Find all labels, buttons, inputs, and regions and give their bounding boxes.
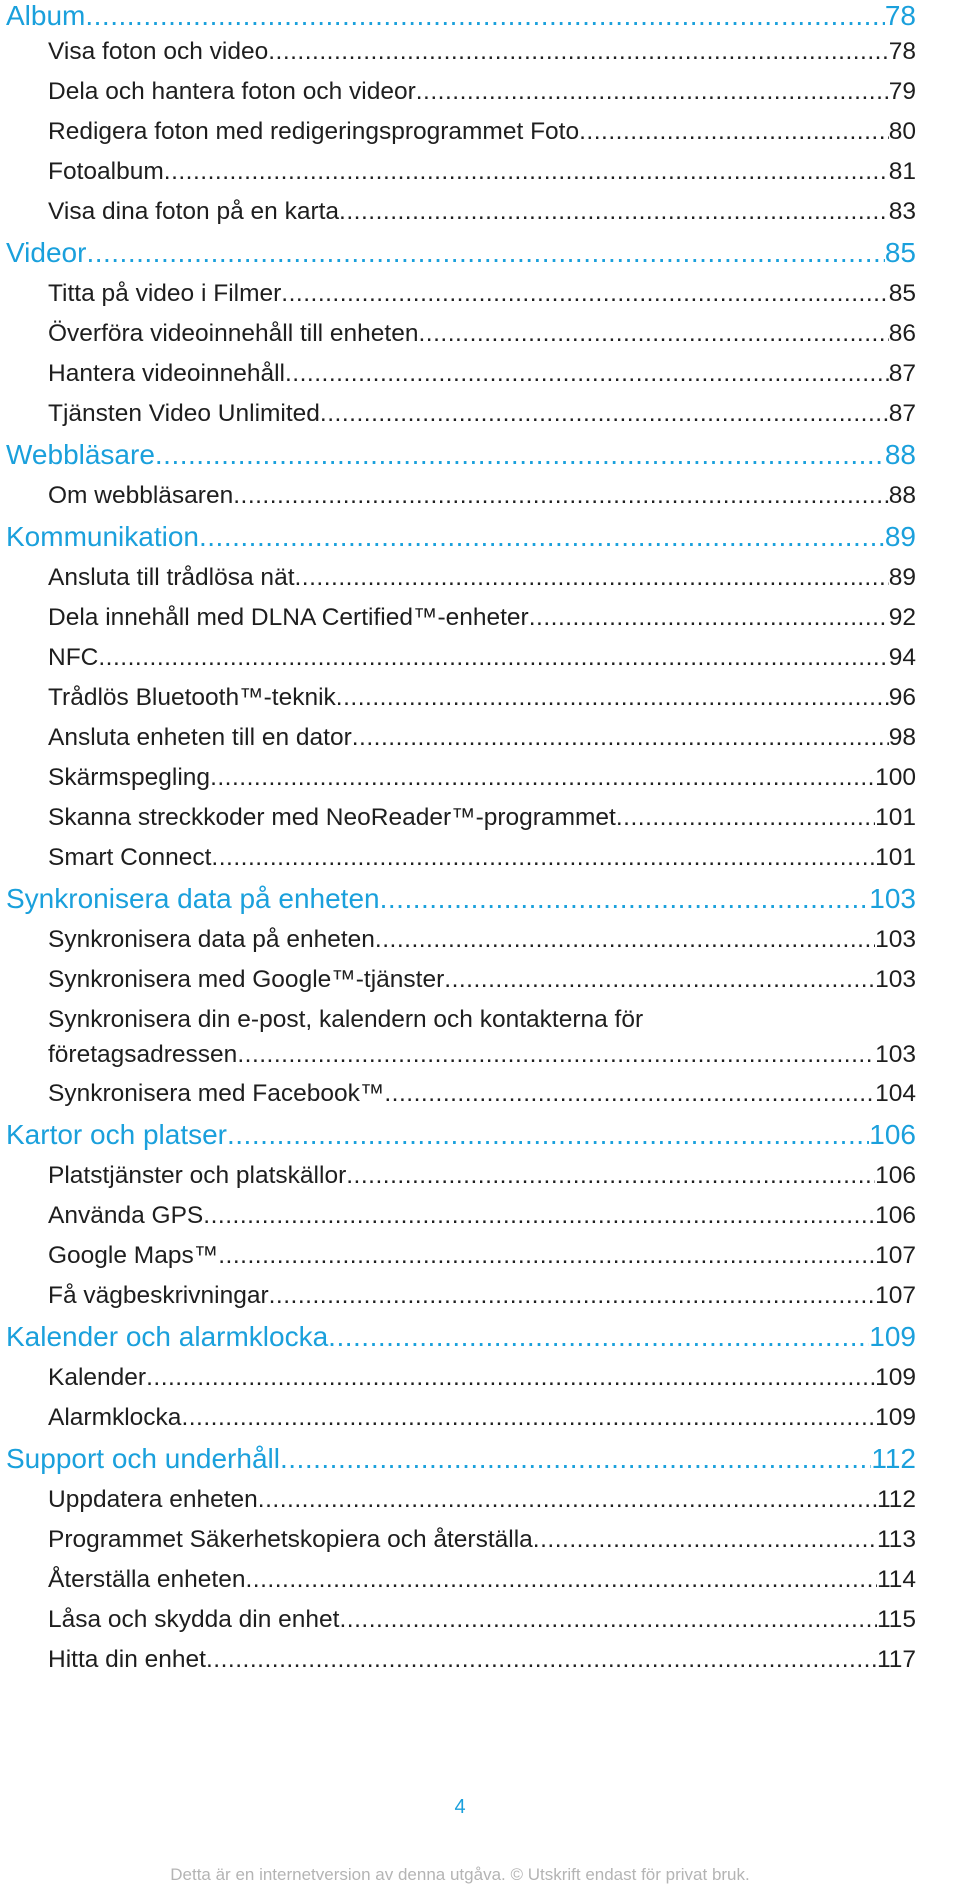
toc-section-title: Kalender och alarmklocka xyxy=(6,1321,329,1352)
toc-entry-title: Synkronisera data på enheten xyxy=(48,926,375,953)
dot-leader xyxy=(203,1196,875,1236)
toc-entry-title: Synkronisera med Google™-tjänster xyxy=(48,966,445,993)
toc-entry-page: 106 xyxy=(875,1162,916,1189)
toc-entry-page: 87 xyxy=(888,360,916,387)
toc-entry[interactable] xyxy=(6,1236,916,1276)
toc-entry-title: Synkronisera med Facebook™ xyxy=(48,1080,385,1107)
toc-entry-page: 117 xyxy=(876,1646,916,1673)
dot-leader xyxy=(328,1316,869,1358)
toc-entry-page: 112 xyxy=(876,1486,916,1513)
toc-entry[interactable] xyxy=(6,1276,916,1316)
toc-section-title: Support och underhåll xyxy=(6,1443,280,1474)
toc-entry-page: 107 xyxy=(875,1282,916,1309)
toc-section-title: Album xyxy=(6,0,86,31)
toc-entry-page: 89 xyxy=(888,564,916,591)
toc-entry-title: Kalender xyxy=(48,1364,147,1391)
toc-entry-page: 96 xyxy=(888,684,916,711)
toc-entry-title: NFC xyxy=(48,644,99,671)
table-of-contents xyxy=(6,0,916,1680)
toc-entry-title: Trådlös Bluetooth™-teknik xyxy=(48,684,336,711)
toc-entry[interactable] xyxy=(6,1358,916,1398)
toc-entry[interactable] xyxy=(6,558,916,598)
toc-entry[interactable] xyxy=(6,758,916,798)
toc-entry-title: Ansluta enheten till en dator xyxy=(48,724,352,751)
dot-leader xyxy=(380,878,870,920)
dot-leader xyxy=(616,798,875,838)
toc-entry-title: Uppdatera enheten xyxy=(48,1486,258,1513)
toc-entry[interactable] xyxy=(6,1398,916,1438)
toc-entry-title: Ansluta till trådlösa nät xyxy=(48,564,295,591)
toc-entry[interactable] xyxy=(6,1480,916,1520)
toc-entry-page: 100 xyxy=(875,764,916,791)
toc-entry-page: 83 xyxy=(888,198,916,225)
toc-entry[interactable] xyxy=(6,838,916,878)
dot-leader xyxy=(533,1520,877,1560)
dot-leader xyxy=(233,476,889,516)
toc-section-page: 85 xyxy=(884,237,916,268)
toc-entry-title: Dela och hantera foton och videor xyxy=(48,78,416,105)
toc-entry[interactable] xyxy=(6,192,916,232)
dot-leader xyxy=(181,1398,875,1438)
toc-entry-page: 101 xyxy=(875,844,916,871)
dot-leader xyxy=(336,678,889,718)
dot-leader xyxy=(281,274,888,314)
toc-entry-page: 113 xyxy=(876,1526,916,1553)
toc-entry-title: Överföra videoinnehåll till enheten xyxy=(48,320,419,347)
toc-entry-title: Hitta din enhet xyxy=(48,1646,206,1673)
footer-note: Detta är en internetversion av denna utgåva. © Utskrift endast för privat bruk. xyxy=(170,1865,750,1884)
toc-entry[interactable] xyxy=(6,72,916,112)
dot-leader xyxy=(86,232,884,274)
toc-entry-title: Smart Connect xyxy=(48,844,212,871)
toc-entry-title: Synkronisera din e-post, kalendern och kontakterna för xyxy=(48,1006,644,1033)
toc-section-title: Videor xyxy=(6,237,87,268)
toc-entry[interactable] xyxy=(6,1560,916,1600)
dot-leader xyxy=(155,434,885,476)
toc-section-entry[interactable] xyxy=(6,878,916,920)
dot-leader xyxy=(164,152,889,192)
toc-entry-page: 86 xyxy=(888,320,916,347)
toc-section-entry[interactable] xyxy=(6,0,916,32)
toc-section-entry[interactable] xyxy=(6,516,916,558)
toc-section-page: 106 xyxy=(869,1119,916,1150)
toc-entry[interactable] xyxy=(6,1600,916,1640)
dot-leader xyxy=(237,1037,875,1073)
toc-entry-title: Hantera videoinnehåll xyxy=(48,360,285,387)
toc-entry-page: 103 xyxy=(875,1041,916,1068)
toc-entry-page: 115 xyxy=(876,1606,916,1633)
toc-entry[interactable] xyxy=(6,1196,916,1236)
toc-entry[interactable] xyxy=(6,274,916,314)
toc-entry-title: Få vägbeskrivningar xyxy=(48,1282,269,1309)
toc-entry-page: 80 xyxy=(888,118,916,145)
toc-entry[interactable] xyxy=(6,354,916,394)
toc-entry-continuation xyxy=(48,1037,916,1074)
toc-section-page: 112 xyxy=(871,1443,916,1474)
toc-entry-title: Skärmspegling xyxy=(48,764,211,791)
toc-entry[interactable] xyxy=(6,718,916,758)
toc-entry-title: Använda GPS xyxy=(48,1202,204,1229)
toc-entry[interactable] xyxy=(6,152,916,192)
toc-entry[interactable] xyxy=(6,112,916,152)
toc-entry-page: 88 xyxy=(888,482,916,509)
toc-entry-title: Skanna streckkoder med NeoReader™-programmet xyxy=(48,804,616,831)
dot-leader xyxy=(352,718,889,758)
toc-entry-page: 85 xyxy=(888,280,916,307)
toc-entry-page: 106 xyxy=(875,1202,916,1229)
dot-leader xyxy=(218,1236,875,1276)
toc-entry[interactable] xyxy=(6,1520,916,1560)
toc-entry-title: Platstjänster och platskällor xyxy=(48,1162,347,1189)
toc-entry[interactable] xyxy=(6,32,916,72)
toc-entry-title: Google Maps™ xyxy=(48,1242,219,1269)
dot-leader xyxy=(346,1156,875,1196)
toc-entry[interactable] xyxy=(6,1640,916,1680)
toc-entry-page: 98 xyxy=(888,724,916,751)
toc-entry[interactable] xyxy=(6,314,916,354)
dot-leader xyxy=(339,192,889,232)
toc-entry[interactable] xyxy=(6,678,916,718)
dot-leader xyxy=(210,758,875,798)
dot-leader xyxy=(416,72,889,112)
dot-leader xyxy=(280,1438,871,1480)
toc-section-entry[interactable] xyxy=(6,1316,916,1358)
toc-entry-page: 81 xyxy=(888,158,916,185)
toc-entry-title: Tjänsten Video Unlimited xyxy=(48,400,320,427)
toc-entry-title: Fotoalbum xyxy=(48,158,164,185)
toc-entry-title: Låsa och skydda din enhet xyxy=(48,1606,340,1633)
toc-entry-title: Alarmklocka xyxy=(48,1404,182,1431)
toc-entry-title: Dela innehåll med DLNA Certified™-enheter xyxy=(48,604,529,631)
dot-leader xyxy=(285,354,889,394)
toc-entry-page: 79 xyxy=(888,78,916,105)
toc-entry[interactable] xyxy=(6,1000,916,1074)
toc-entry-page: 92 xyxy=(888,604,916,631)
toc-entry-page: 87 xyxy=(888,400,916,427)
toc-section-entry[interactable] xyxy=(6,434,916,476)
dot-leader xyxy=(199,516,885,558)
toc-section-entry[interactable] xyxy=(6,232,916,274)
dot-leader xyxy=(444,960,875,1000)
dot-leader xyxy=(227,1114,869,1156)
toc-entry[interactable] xyxy=(6,1156,916,1196)
toc-entry[interactable] xyxy=(6,920,916,960)
toc-entry-page: 109 xyxy=(875,1404,916,1431)
dot-leader xyxy=(375,920,875,960)
toc-section-page: 103 xyxy=(869,883,916,914)
dot-leader xyxy=(211,838,875,878)
toc-section-title: Synkronisera data på enheten xyxy=(6,883,380,914)
dot-leader xyxy=(418,314,888,354)
dot-leader xyxy=(320,394,889,434)
toc-entry-page: 101 xyxy=(875,804,916,831)
toc-entry-title: Programmet Säkerhetskopiera och återställa xyxy=(48,1526,533,1553)
toc-entry-page: 78 xyxy=(888,38,916,65)
dot-leader xyxy=(85,0,884,32)
toc-entry-title: Titta på video i Filmer xyxy=(48,280,282,307)
toc-section-entry[interactable] xyxy=(6,1438,916,1480)
toc-entry-title-cont: företagsadressen xyxy=(48,1041,238,1068)
toc-entry-page: 94 xyxy=(888,644,916,671)
toc-section-title: Kommunikation xyxy=(6,521,199,552)
toc-entry-title: Redigera foton med redigeringsprogrammet Foto xyxy=(48,118,580,145)
dot-leader xyxy=(295,558,889,598)
page-number: 4 xyxy=(454,1796,466,1818)
toc-entry-title: Visa dina foton på en karta xyxy=(48,198,340,225)
dot-leader xyxy=(529,598,889,638)
toc-entry[interactable] xyxy=(6,598,916,638)
toc-section-title: Webbläsare xyxy=(6,439,155,470)
toc-entry[interactable] xyxy=(6,638,916,678)
dot-leader xyxy=(258,1480,877,1520)
dot-leader xyxy=(384,1074,875,1114)
dot-leader xyxy=(206,1640,877,1680)
toc-entry-title: Visa foton och video xyxy=(48,38,269,65)
toc-section-title: Kartor och platser xyxy=(6,1119,227,1150)
toc-entry[interactable] xyxy=(6,960,916,1000)
toc-section-entry[interactable] xyxy=(6,1114,916,1156)
dot-leader xyxy=(579,112,889,152)
toc-section-page: 78 xyxy=(884,0,916,31)
toc-entry-page: 109 xyxy=(875,1364,916,1391)
toc-section-page: 89 xyxy=(884,521,916,552)
dot-leader xyxy=(98,638,888,678)
toc-entry-page: 104 xyxy=(875,1080,916,1107)
toc-entry[interactable] xyxy=(6,798,916,838)
toc-entry[interactable] xyxy=(6,394,916,434)
toc-entry[interactable] xyxy=(6,476,916,516)
dot-leader xyxy=(146,1358,875,1398)
toc-entry[interactable] xyxy=(6,1074,916,1114)
toc-entry-page: 114 xyxy=(876,1566,916,1593)
toc-entry-title: Återställa enheten xyxy=(48,1566,246,1593)
dot-leader xyxy=(268,32,889,72)
dot-leader xyxy=(246,1560,877,1600)
dot-leader xyxy=(269,1276,876,1316)
toc-entry-page: 103 xyxy=(875,966,916,993)
toc-entry-page: 107 xyxy=(875,1242,916,1269)
toc-section-page: 88 xyxy=(884,439,916,470)
toc-section-page: 109 xyxy=(869,1321,916,1352)
toc-entry-title: Om webbläsaren xyxy=(48,482,234,509)
dot-leader xyxy=(340,1600,877,1640)
toc-entry-page: 103 xyxy=(875,926,916,953)
